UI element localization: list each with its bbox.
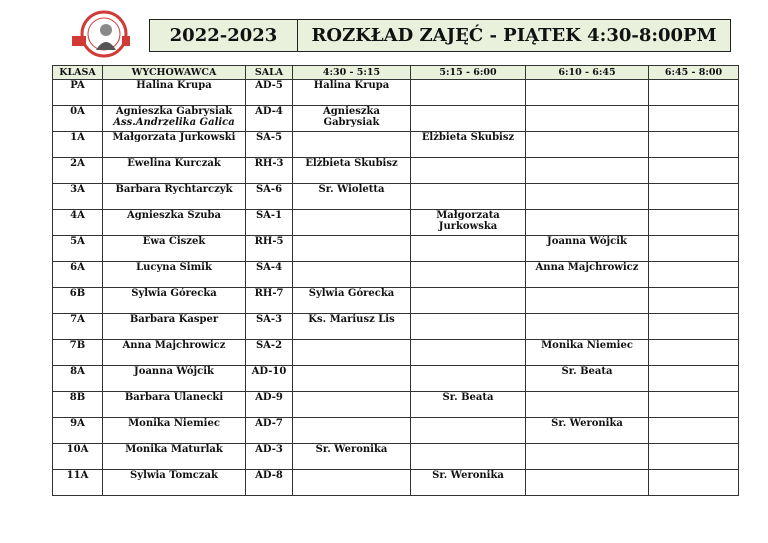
slot3-cell (526, 314, 649, 340)
slot1-cell-text: Agnieszka Gabrysiak (323, 106, 380, 128)
room-cell-text: AD-7 (255, 418, 283, 429)
slot3-cell (526, 236, 649, 262)
slot3-cell (526, 106, 649, 132)
class-cell-text: 10A (66, 444, 89, 455)
class-cell (53, 392, 103, 418)
class-cell (53, 158, 103, 184)
slot2-cell (411, 106, 526, 132)
slot2-cell (411, 210, 526, 236)
room-cell-text: AD-4 (255, 106, 283, 117)
class-cell-text: 7A (70, 314, 85, 325)
room-cell (246, 262, 293, 288)
column-header: 5:15 - 6:00 (411, 66, 526, 80)
table-row (53, 80, 739, 106)
teacher-cell-text: Joanna Wójcik (134, 366, 214, 377)
column-header: 6:10 - 6:45 (526, 66, 649, 80)
class-cell-text: PA (70, 80, 85, 91)
class-cell (53, 236, 103, 262)
slot2-cell (411, 236, 526, 262)
teacher-cell (103, 444, 246, 470)
room-cell (246, 210, 293, 236)
slot4-cell (649, 314, 739, 340)
table-row (53, 314, 739, 340)
slot3-cell (526, 80, 649, 106)
schedule-title: ROZKŁAD ZAJĘĆ - PIĄTEK 4:30-8:00PM (311, 25, 717, 46)
class-cell (53, 262, 103, 288)
room-cell-text: SA-1 (255, 210, 283, 221)
slot1-cell (293, 158, 411, 184)
room-cell-text: SA-2 (255, 340, 283, 351)
slot3-cell (526, 210, 649, 236)
room-cell (246, 418, 293, 444)
slot3-cell (526, 444, 649, 470)
slot3-cell (526, 418, 649, 444)
slot2-cell (411, 184, 526, 210)
teacher-cell-text: Halina Krupa (136, 80, 212, 91)
slot1-cell (293, 366, 411, 392)
class-cell-text: 2A (70, 158, 85, 169)
class-cell (53, 80, 103, 106)
slot3-cell (526, 470, 649, 496)
teacher-cell-text: Ewa Ciszek (142, 236, 206, 247)
slot3-cell (526, 366, 649, 392)
slot3-cell (526, 392, 649, 418)
school-logo (68, 10, 132, 58)
teacher-cell-text: Sylwia Górecka (131, 288, 217, 299)
slot1-cell (293, 132, 411, 158)
slot4-cell (649, 106, 739, 132)
class-cell-text: 9A (70, 418, 85, 429)
teacher-cell (103, 80, 246, 106)
slot1-cell (293, 418, 411, 444)
teacher-cell (103, 132, 246, 158)
teacher-cell (103, 366, 246, 392)
slot3-cell (526, 288, 649, 314)
room-cell (246, 392, 293, 418)
slot1-cell-text: Sr. Wioletta (318, 184, 385, 195)
school-year: 2022-2023 (150, 20, 298, 51)
room-cell (246, 236, 293, 262)
class-cell (53, 470, 103, 496)
room-cell-text: AD-8 (255, 470, 283, 481)
room-cell (246, 340, 293, 366)
slot3-cell (526, 262, 649, 288)
teacher-cell-text: Ewelina Kurczak (127, 158, 221, 169)
slot2-cell-text: Małgorzata Jurkowska (436, 210, 500, 232)
slot1-cell (293, 314, 411, 340)
slot3-cell-text: Monika Niemiec (541, 340, 633, 351)
room-cell (246, 80, 293, 106)
assistant-teacher-text: Ass.Andrzelika Galica (113, 117, 235, 128)
teacher-cell (103, 236, 246, 262)
room-cell-text: RH-5 (254, 236, 284, 247)
slot4-cell (649, 158, 739, 184)
slot4-cell (649, 80, 739, 106)
slot2-cell (411, 340, 526, 366)
teacher-cell (103, 210, 246, 236)
slot4-cell (649, 444, 739, 470)
table-row (53, 470, 739, 496)
room-cell-text: SA-3 (255, 314, 283, 325)
teacher-cell (103, 470, 246, 496)
table-row (53, 392, 739, 418)
teacher-cell-text: Lucyna Simik (136, 262, 212, 273)
slot1-cell-text: Sr. Weronika (315, 444, 388, 455)
teacher-cell-text: Agnieszka Gabrysiak (115, 106, 233, 117)
table-row (53, 444, 739, 470)
room-cell-text: SA-6 (255, 184, 283, 195)
teacher-cell (103, 184, 246, 210)
class-cell (53, 418, 103, 444)
slot4-cell (649, 366, 739, 392)
class-cell (53, 210, 103, 236)
slot2-cell (411, 262, 526, 288)
slot4-cell (649, 184, 739, 210)
slot1-cell-text: Ks. Mariusz Lis (308, 314, 395, 325)
slot4-cell (649, 288, 739, 314)
slot1-cell (293, 106, 411, 132)
room-cell (246, 470, 293, 496)
slot1-cell-text: Halina Krupa (313, 80, 390, 91)
teacher-cell (103, 418, 246, 444)
table-row (53, 132, 739, 158)
table-row (53, 340, 739, 366)
room-cell (246, 366, 293, 392)
room-cell (246, 158, 293, 184)
slot4-cell (649, 132, 739, 158)
teacher-cell (103, 158, 246, 184)
class-cell-text: 3A (70, 184, 85, 195)
class-cell-text: 6A (70, 262, 85, 273)
slot1-cell (293, 392, 411, 418)
class-cell (53, 132, 103, 158)
slot3-cell (526, 132, 649, 158)
room-cell-text: AD-10 (251, 366, 287, 377)
class-cell-text: 8B (69, 392, 86, 403)
slot2-cell (411, 392, 526, 418)
slot2-cell (411, 314, 526, 340)
table-row (53, 158, 739, 184)
slot3-cell (526, 158, 649, 184)
class-cell-text: 5A (70, 236, 85, 247)
slot3-cell-text: Joanna Wójcik (547, 236, 627, 247)
table-row (53, 262, 739, 288)
column-header: KLASA (53, 66, 103, 80)
slot4-cell (649, 210, 739, 236)
slot4-cell (649, 470, 739, 496)
slot1-cell (293, 444, 411, 470)
teacher-cell-text: Barbara Ulanecki (124, 392, 224, 403)
table-header-row (53, 66, 739, 80)
class-cell-text: 7B (69, 340, 86, 351)
column-header: 6:45 - 8:00 (649, 66, 739, 80)
table-row (53, 106, 739, 132)
column-header: 4:30 - 5:15 (293, 66, 411, 80)
room-cell-text: AD-9 (255, 392, 283, 403)
teacher-cell-text: Agnieszka Szuba (126, 210, 222, 221)
class-cell (53, 444, 103, 470)
teacher-cell-text: Monika Maturlak (125, 444, 223, 455)
class-cell (53, 106, 103, 132)
slot1-cell (293, 288, 411, 314)
room-cell-text: SA-5 (255, 132, 283, 143)
table-row (53, 288, 739, 314)
teacher-cell (103, 262, 246, 288)
room-cell (246, 132, 293, 158)
table-row (53, 184, 739, 210)
table-row (53, 210, 739, 236)
table-row (53, 236, 739, 262)
slot2-cell (411, 418, 526, 444)
table-row (53, 418, 739, 444)
slot4-cell (649, 262, 739, 288)
teacher-cell-text: Barbara Rychtarczyk (115, 184, 233, 195)
column-header: SALA (246, 66, 293, 80)
slot3-cell-text: Anna Majchrowicz (535, 262, 639, 273)
slot1-cell (293, 210, 411, 236)
class-cell (53, 340, 103, 366)
class-cell-text: 4A (70, 210, 85, 221)
slot1-cell-text: Elżbieta Skubisz (305, 158, 398, 169)
slot1-cell (293, 470, 411, 496)
teacher-cell (103, 288, 246, 314)
teacher-cell (103, 314, 246, 340)
slot2-cell-text: Elżbieta Skubisz (421, 132, 515, 143)
slot4-cell (649, 418, 739, 444)
class-cell-text: 1A (70, 132, 85, 143)
slot1-cell (293, 184, 411, 210)
schedule-table (52, 65, 739, 496)
teacher-cell (103, 392, 246, 418)
slot3-cell (526, 340, 649, 366)
teacher-cell-text: Anna Majchrowicz (122, 340, 226, 351)
class-cell (53, 314, 103, 340)
room-cell-text: AD-5 (255, 80, 283, 91)
slot1-cell-text: Sylwia Górecka (308, 288, 395, 299)
column-header: WYCHOWAWCA (103, 66, 246, 80)
room-cell-text: RH-3 (254, 158, 284, 169)
room-cell (246, 444, 293, 470)
slot2-cell (411, 132, 526, 158)
class-cell (53, 288, 103, 314)
slot3-cell (526, 184, 649, 210)
room-cell-text: RH-7 (254, 288, 284, 299)
slot2-cell-text: Sr. Weronika (432, 470, 504, 481)
slot2-cell (411, 444, 526, 470)
teacher-cell (103, 106, 246, 132)
teacher-cell-text: Małgorzata Jurkowski (112, 132, 236, 143)
slot1-cell (293, 80, 411, 106)
class-cell (53, 366, 103, 392)
room-cell-text: SA-4 (255, 262, 283, 273)
room-cell (246, 288, 293, 314)
class-cell-text: 0A (70, 106, 85, 117)
schedule-title-banner (149, 19, 731, 52)
slot2-cell (411, 158, 526, 184)
teacher-cell-text: Barbara Kasper (129, 314, 219, 325)
slot1-cell (293, 236, 411, 262)
slot1-cell (293, 262, 411, 288)
room-cell (246, 314, 293, 340)
class-cell-text: 8A (70, 366, 85, 377)
table-row (53, 366, 739, 392)
room-cell (246, 184, 293, 210)
school-seal-icon (68, 10, 132, 58)
teacher-cell (103, 340, 246, 366)
teacher-cell-text: Sylwia Tomczak (130, 470, 218, 481)
class-cell-text: 11A (66, 470, 89, 481)
slot2-cell (411, 288, 526, 314)
teacher-cell-text: Monika Niemiec (128, 418, 220, 429)
slot4-cell (649, 340, 739, 366)
class-cell (53, 184, 103, 210)
slot2-cell (411, 366, 526, 392)
slot4-cell (649, 392, 739, 418)
slot4-cell (649, 236, 739, 262)
slot2-cell-text: Sr. Beata (442, 392, 494, 403)
room-cell (246, 106, 293, 132)
slot3-cell-text: Sr. Beata (561, 366, 613, 377)
slot1-cell (293, 340, 411, 366)
slot3-cell-text: Sr. Weronika (551, 418, 623, 429)
slot2-cell (411, 80, 526, 106)
class-cell-text: 6B (69, 288, 86, 299)
slot2-cell (411, 470, 526, 496)
room-cell-text: AD-3 (255, 444, 283, 455)
